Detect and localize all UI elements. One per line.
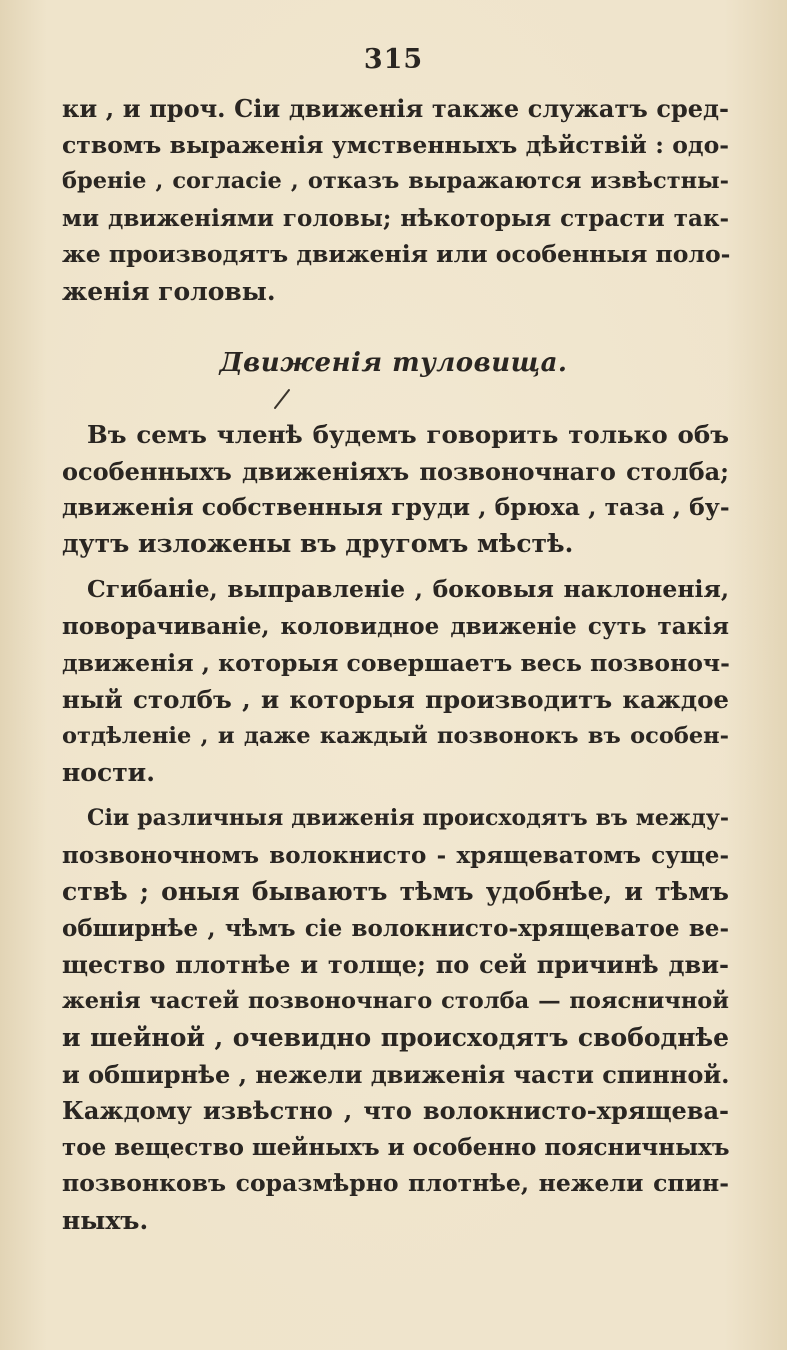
ink-mark xyxy=(272,388,292,410)
text-line: отдѣленіе , и даже каждый позвонокъ въ особен- xyxy=(62,723,729,749)
text-line: и обширнѣе , нежели движенія части спинной. xyxy=(62,1060,730,1089)
text-line: движенія собственныя груди , брюха , таза , бу- xyxy=(62,493,730,521)
text-line: бреніе , согласіе , отказъ выражаются извѣстны- xyxy=(62,168,729,194)
text-line: позвоночномъ волокнисто - хрящеватомъ суще- xyxy=(62,842,729,869)
text-line: же производятъ движенія или особенныя поло- xyxy=(62,240,731,268)
text-line: Сіи различныя движенія происходятъ въ между- xyxy=(87,805,729,831)
text-line: ствѣ ; оныя бываютъ тѣмъ удобнѣе, и тѣмъ xyxy=(62,877,729,906)
text-line: ми движеніями головы; нѣкоторыя страсти так- xyxy=(62,205,729,232)
text-line: дутъ изложены въ другомъ мѣстѣ. xyxy=(62,529,574,558)
text-line: Каждому извѣстно , что волокнисто-хрящева- xyxy=(62,1096,729,1125)
text-line: поворачиваніе, коловидное движеніе суть такія xyxy=(62,613,729,640)
text-line: ный столбъ , и которыя производитъ каждое xyxy=(62,685,729,714)
text-line: женія головы. xyxy=(62,277,276,306)
text-line: особенныхъ движеніяхъ позвоночнаго столба; xyxy=(62,457,729,486)
text-line: обширнѣе , чѣмъ сіе волокнисто-хрящеватое ве- xyxy=(62,915,729,942)
section-heading: Движенія туловища. xyxy=(219,348,568,378)
text-line: ныхъ. xyxy=(62,1206,149,1235)
text-line: движенія , которыя совершаетъ весь позвоноч- xyxy=(62,649,730,677)
text-line: щество плотнѣе и толще; по сей причинѣ дви- xyxy=(62,950,729,979)
text-line: тое вещество шейныхъ и особенно поясничныхъ xyxy=(62,1134,730,1161)
text-line: позвонковъ соразмѣрно плотнѣе, нежели спин- xyxy=(62,1169,729,1197)
text-line: и шейной , очевидно происходятъ свободнѣе xyxy=(62,1023,729,1052)
page-number: 315 xyxy=(363,44,424,75)
text-line: Въ семъ членѣ будемъ говорить только объ xyxy=(87,420,729,449)
text-line: Сгибаніе, выправленіе , боковыя наклоненія, xyxy=(87,575,729,603)
text-line: женія частей позвоночнаго столба — поясничной xyxy=(62,988,729,1014)
text-line: ствомъ выраженія умственныхъ дѣйствій : одо- xyxy=(62,131,729,159)
text-line: ки , и проч. Сіи движенія также служатъ сред- xyxy=(62,94,729,123)
text-line: ности. xyxy=(62,758,155,787)
